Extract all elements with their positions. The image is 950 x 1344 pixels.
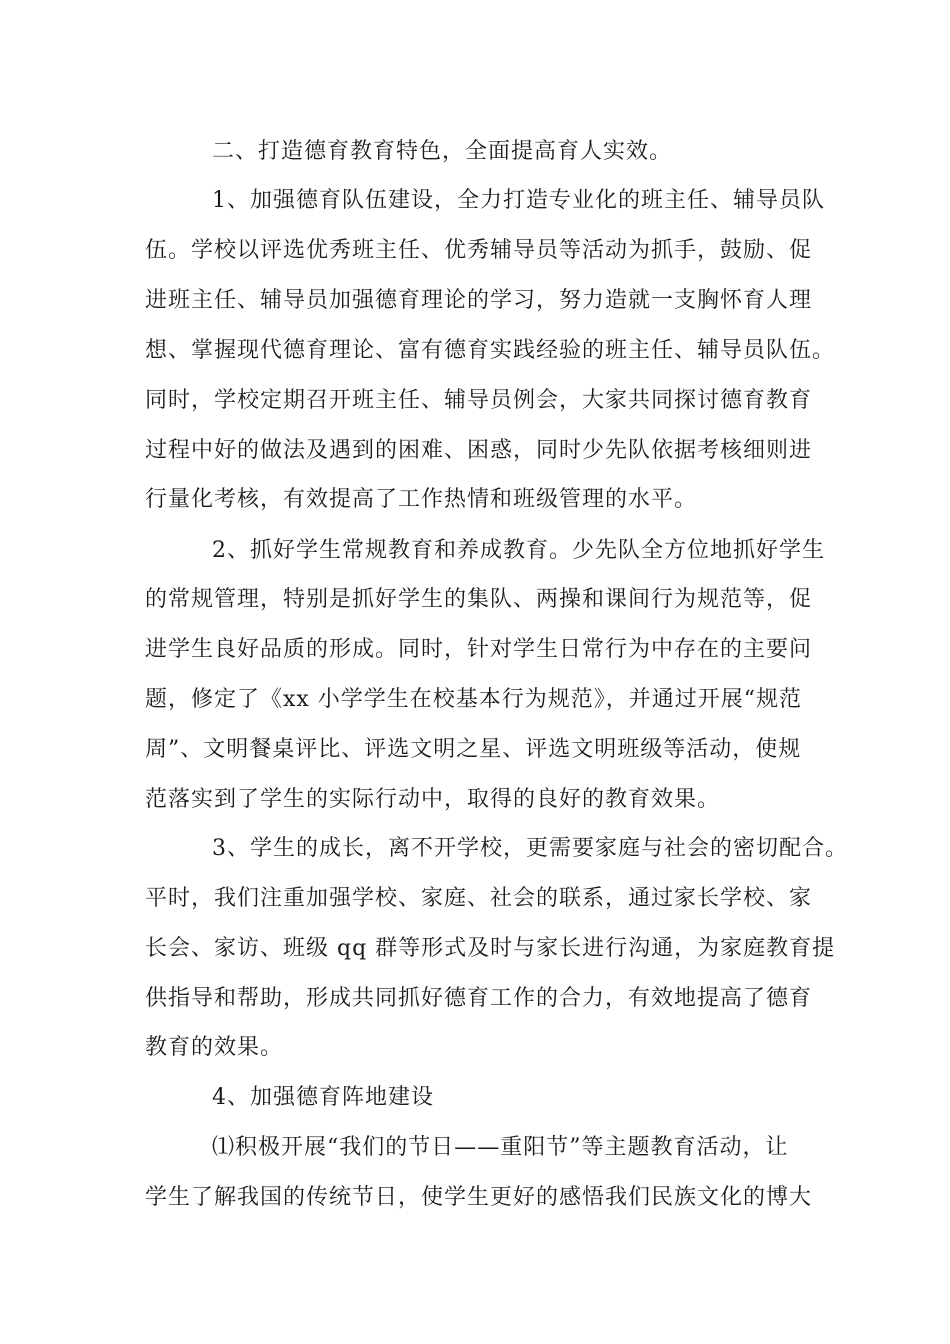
section-heading: 二、打造德育教育特色，全面提高育人实效。 [212, 139, 673, 164]
paragraph-2-line: 范落实到了学生的实际行动中，取得的良好的教育效果。 [145, 787, 721, 812]
paragraph-1-line: 想、掌握现代德育理论、富有德育实践经验的班主任、辅导员队伍。 [145, 338, 836, 363]
paragraph-4-line: ⑴积极开展“我们的节日——重阳节”等主题教育活动，让 [212, 1135, 789, 1160]
paragraph-2-line: 的常规管理，特别是抓好学生的集队、两操和课间行为规范等，促 [145, 587, 813, 612]
paragraph-2-line: 题，修定了《xx 小学学生在校基本行为规范》，并通过开展“规范 [145, 687, 803, 712]
paragraph-2-line: 2、抓好学生常规教育和养成教育。少先队全方位地抓好学生 [212, 538, 825, 563]
paragraph-3-line: 平时，我们注重加强学校、家庭、社会的联系，通过家长学校、家 [145, 886, 813, 911]
paragraph-1-line: 伍。学校以评选优秀班主任、优秀辅导员等活动为抓手，鼓励、促 [145, 238, 813, 263]
paragraph-3-line: 供指导和帮助，形成共同抓好德育工作的合力，有效地提高了德育 [145, 986, 813, 1011]
paragraph-1-line: 过程中好的做法及遇到的困难、困惑，同时少先队依据考核细则进 [145, 438, 813, 463]
paragraph-3-line: 教育的效果。 [145, 1035, 284, 1060]
paragraph-1-line: 1、加强德育队伍建设，全力打造专业化的班主任、辅导员队 [212, 188, 825, 213]
paragraph-1-line: 同时，学校定期召开班主任、辅导员例会，大家共同探讨德育教育 [145, 388, 813, 413]
paragraph-4-line: 学生了解我国的传统节日，使学生更好的感悟我们民族文化的博大 [145, 1185, 813, 1210]
paragraph-1-line: 进班主任、辅导员加强德育理论的学习，努力造就一支胸怀育人理 [145, 288, 813, 313]
paragraph-2-line: 周”、文明餐桌评比、评选文明之星、评选文明班级等活动，使规 [145, 737, 802, 762]
subsection-heading: 4、加强德育阵地建设 [212, 1085, 434, 1110]
paragraph-3-line: 3、学生的成长，离不开学校，更需要家庭与社会的密切配合。 [212, 836, 848, 861]
paragraph-3-line: 长会、家访、班级 qq 群等形式及时与家长进行沟通，为家庭教育提 [145, 936, 836, 961]
paragraph-2-line: 进学生良好品质的形成。同时，针对学生日常行为中存在的主要问 [145, 637, 813, 662]
paragraph-1-line: 行量化考核，有效提高了工作热情和班级管理的水平。 [145, 487, 698, 512]
